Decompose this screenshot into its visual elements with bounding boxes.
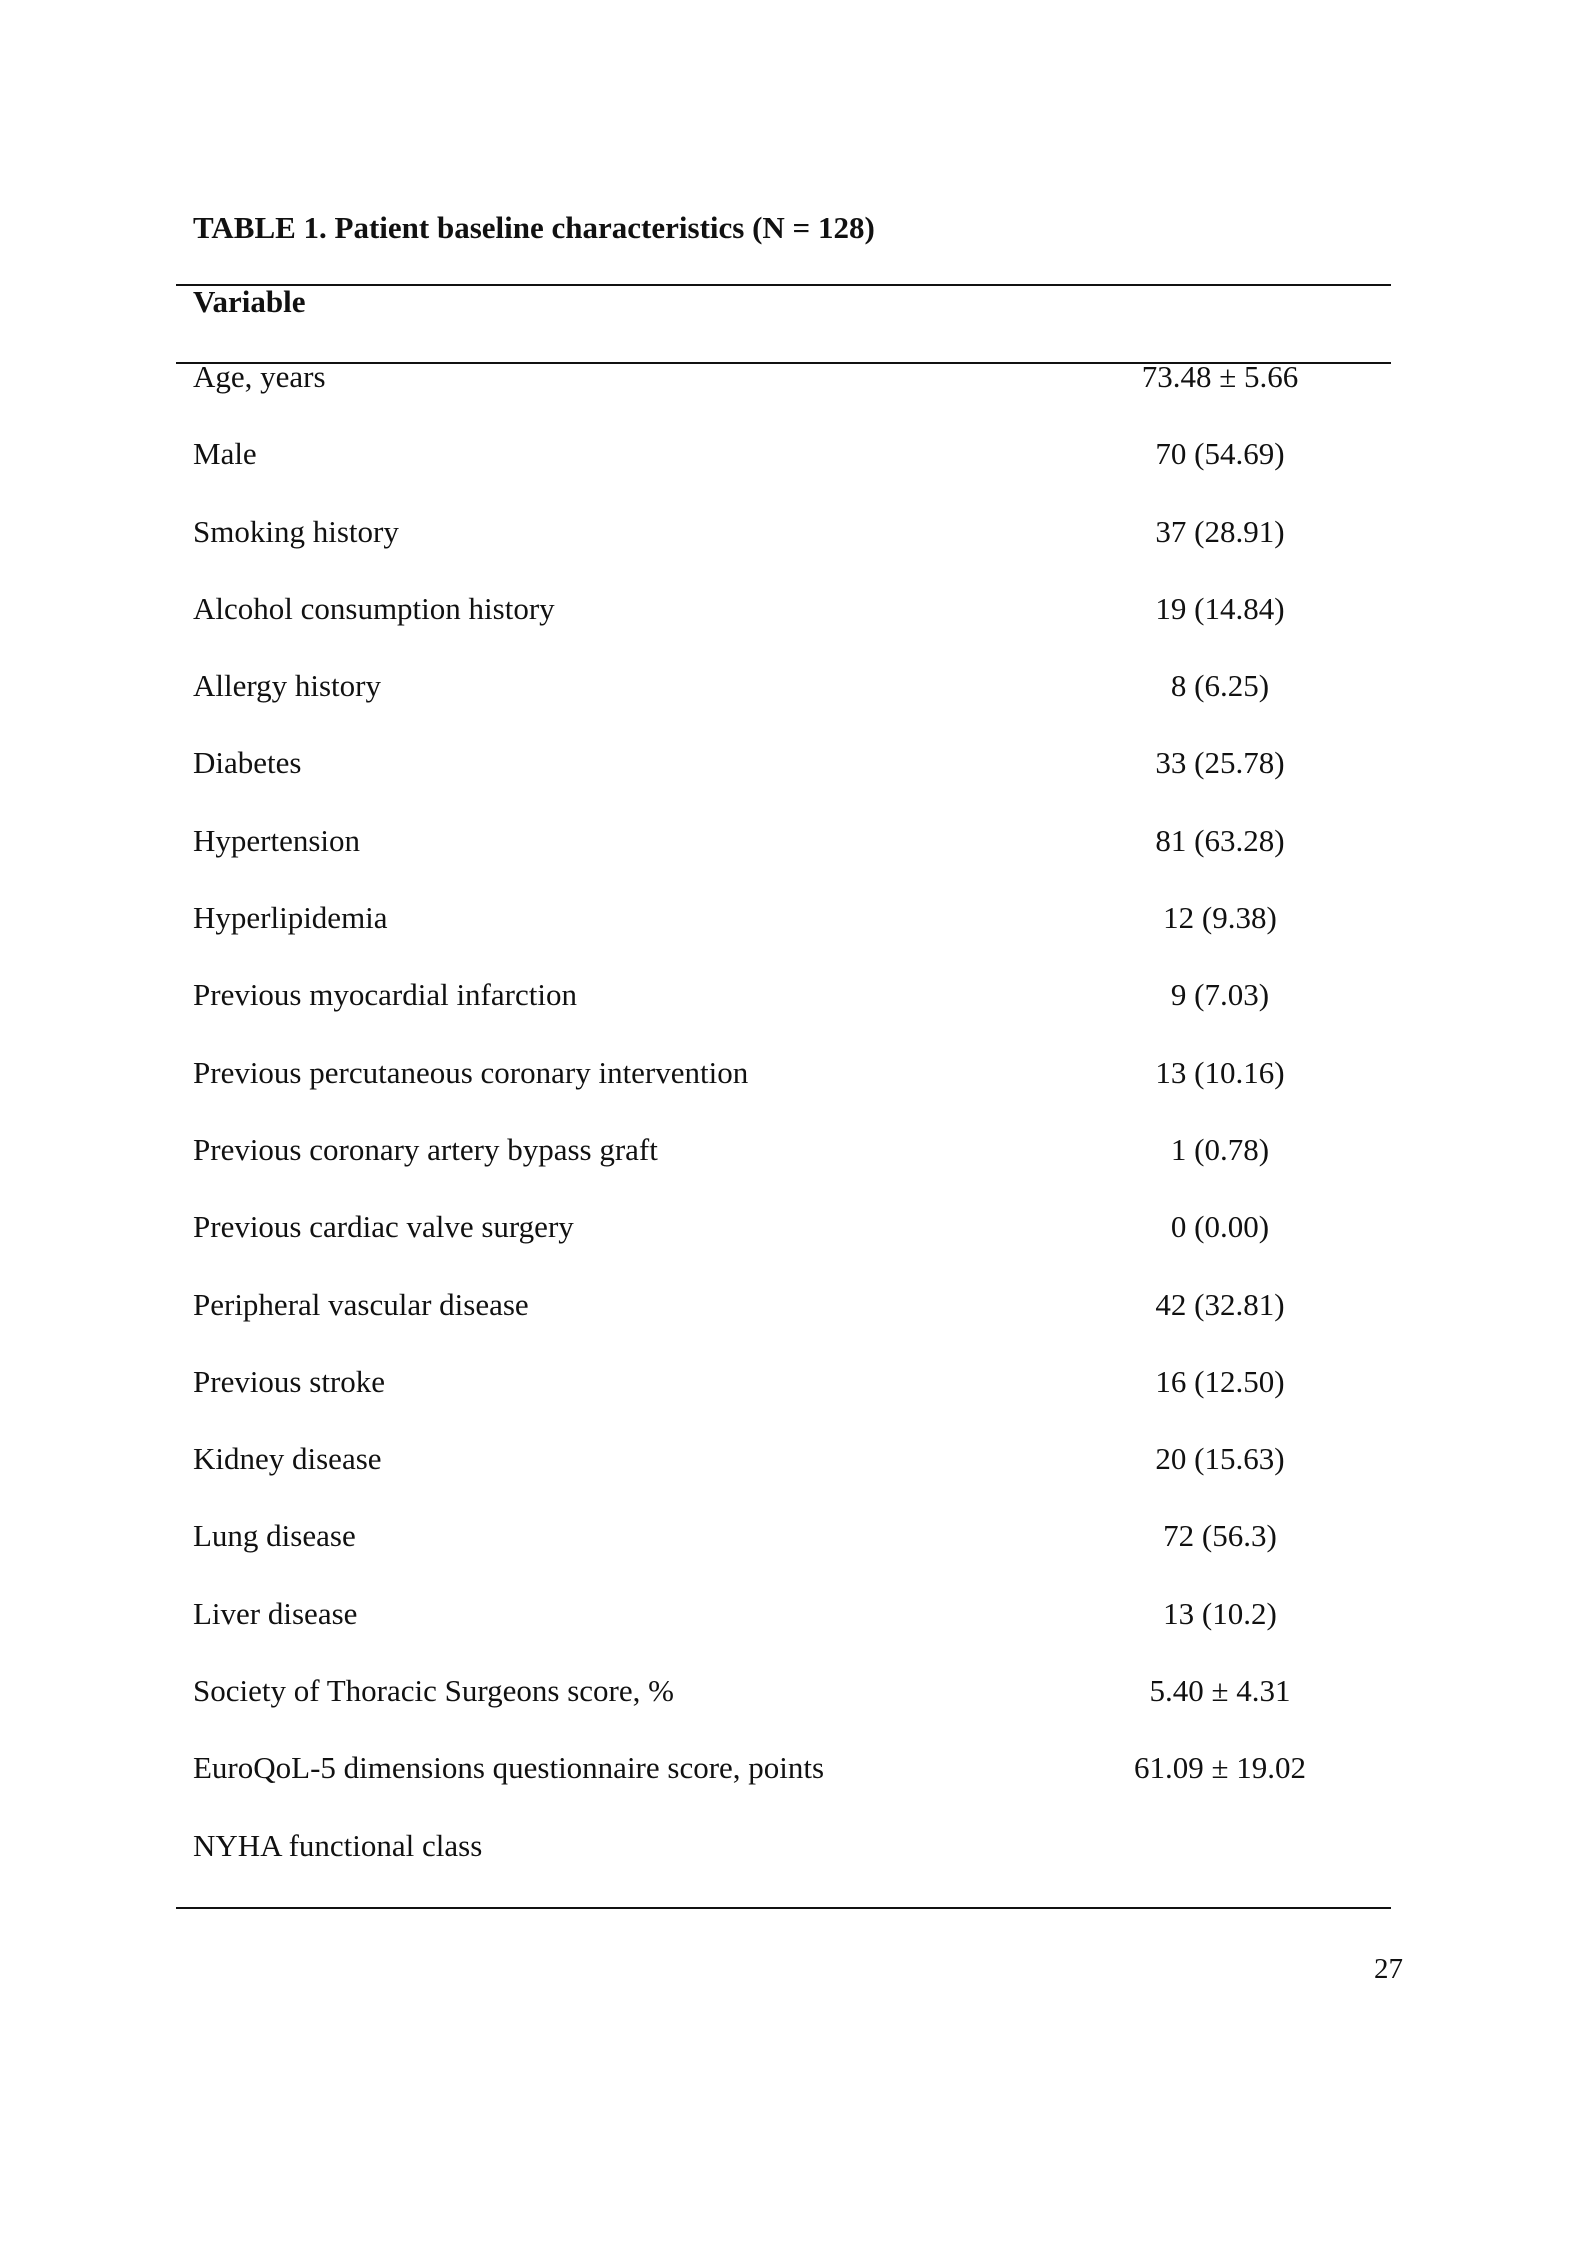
row-value: 13 (10.16)	[1155, 1054, 1285, 1090]
row-value: 72 (56.3)	[1163, 1518, 1277, 1554]
table-row	[0, 900, 1588, 977]
row-value: 5.40 ± 4.31	[1149, 1673, 1291, 1709]
row-label: EuroQoL-5 dimensions questionnaire score, points	[193, 1750, 825, 1786]
table-row	[0, 359, 1588, 436]
top-rule	[176, 284, 1391, 286]
row-value: 61.09 ± 19.02	[1133, 1750, 1306, 1786]
row-label: Peripheral vascular disease	[193, 1286, 529, 1322]
row-value: 16 (12.50)	[1155, 1363, 1285, 1399]
table-row	[0, 1287, 1588, 1364]
row-label: Previous coronary artery bypass graft	[193, 1131, 658, 1167]
row-label: Smoking history	[193, 513, 399, 549]
table-row	[0, 1209, 1588, 1286]
table-row	[0, 1518, 1588, 1595]
table-caption: TABLE 1. Patient baseline characteristics (N = 128)	[193, 210, 875, 245]
row-label: Kidney disease	[193, 1441, 382, 1477]
row-value: 33 (25.78)	[1155, 745, 1285, 781]
row-value: 12 (9.38)	[1163, 900, 1277, 936]
row-value: 42 (32.81)	[1155, 1286, 1285, 1322]
column-header-variable: Variable	[193, 284, 306, 319]
row-label: Lung disease	[193, 1518, 356, 1554]
row-value: 81 (63.28)	[1155, 822, 1285, 858]
table-row	[0, 1055, 1588, 1132]
row-label: Age, years	[193, 359, 326, 394]
table-row	[0, 514, 1588, 591]
row-value: 13 (10.2)	[1163, 1595, 1277, 1631]
table-row	[0, 1132, 1588, 1209]
row-label: NYHA functional class	[193, 1827, 483, 1863]
row-value: 37 (28.91)	[1155, 513, 1285, 549]
table-row	[0, 1750, 1588, 1827]
row-value: 20 (15.63)	[1155, 1441, 1285, 1477]
row-label: Hypertension	[193, 822, 361, 858]
table-row	[0, 977, 1588, 1054]
table-row	[0, 668, 1588, 745]
row-label: Previous percutaneous coronary intervention	[193, 1054, 749, 1090]
row-value: 9 (7.03)	[1170, 977, 1270, 1013]
row-label: Alcohol consumption history	[193, 590, 555, 626]
table-body	[0, 359, 1588, 1905]
row-value: 19 (14.84)	[1155, 590, 1285, 626]
row-label: Previous myocardial infarction	[193, 977, 577, 1013]
row-label: Previous stroke	[193, 1363, 386, 1399]
row-label: Male	[193, 436, 257, 472]
row-value: 0 (0.00)	[1170, 1209, 1270, 1245]
table-row	[0, 1364, 1588, 1441]
bottom-rule	[176, 1907, 1391, 1909]
table-row	[0, 1441, 1588, 1518]
table-row	[0, 823, 1588, 900]
row-value: 73.48 ± 5.66	[1141, 359, 1299, 394]
page-number: 27	[1374, 1953, 1403, 1985]
row-label: Society of Thoracic Surgeons score, %	[193, 1673, 674, 1709]
row-label: Allergy history	[193, 668, 381, 704]
table-row	[0, 1673, 1588, 1750]
row-value: 8 (6.25)	[1170, 668, 1270, 704]
row-label: Liver disease	[193, 1595, 358, 1631]
row-value: 1 (0.78)	[1170, 1131, 1270, 1167]
row-label: Diabetes	[193, 745, 302, 781]
table-row	[0, 436, 1588, 513]
row-label: Previous cardiac valve surgery	[193, 1209, 574, 1245]
row-label: Hyperlipidemia	[193, 900, 388, 936]
table-row	[0, 1596, 1588, 1673]
table-row	[0, 591, 1588, 668]
table-row	[0, 745, 1588, 822]
row-value: 70 (54.69)	[1155, 436, 1285, 472]
table-row	[0, 1828, 1588, 1905]
